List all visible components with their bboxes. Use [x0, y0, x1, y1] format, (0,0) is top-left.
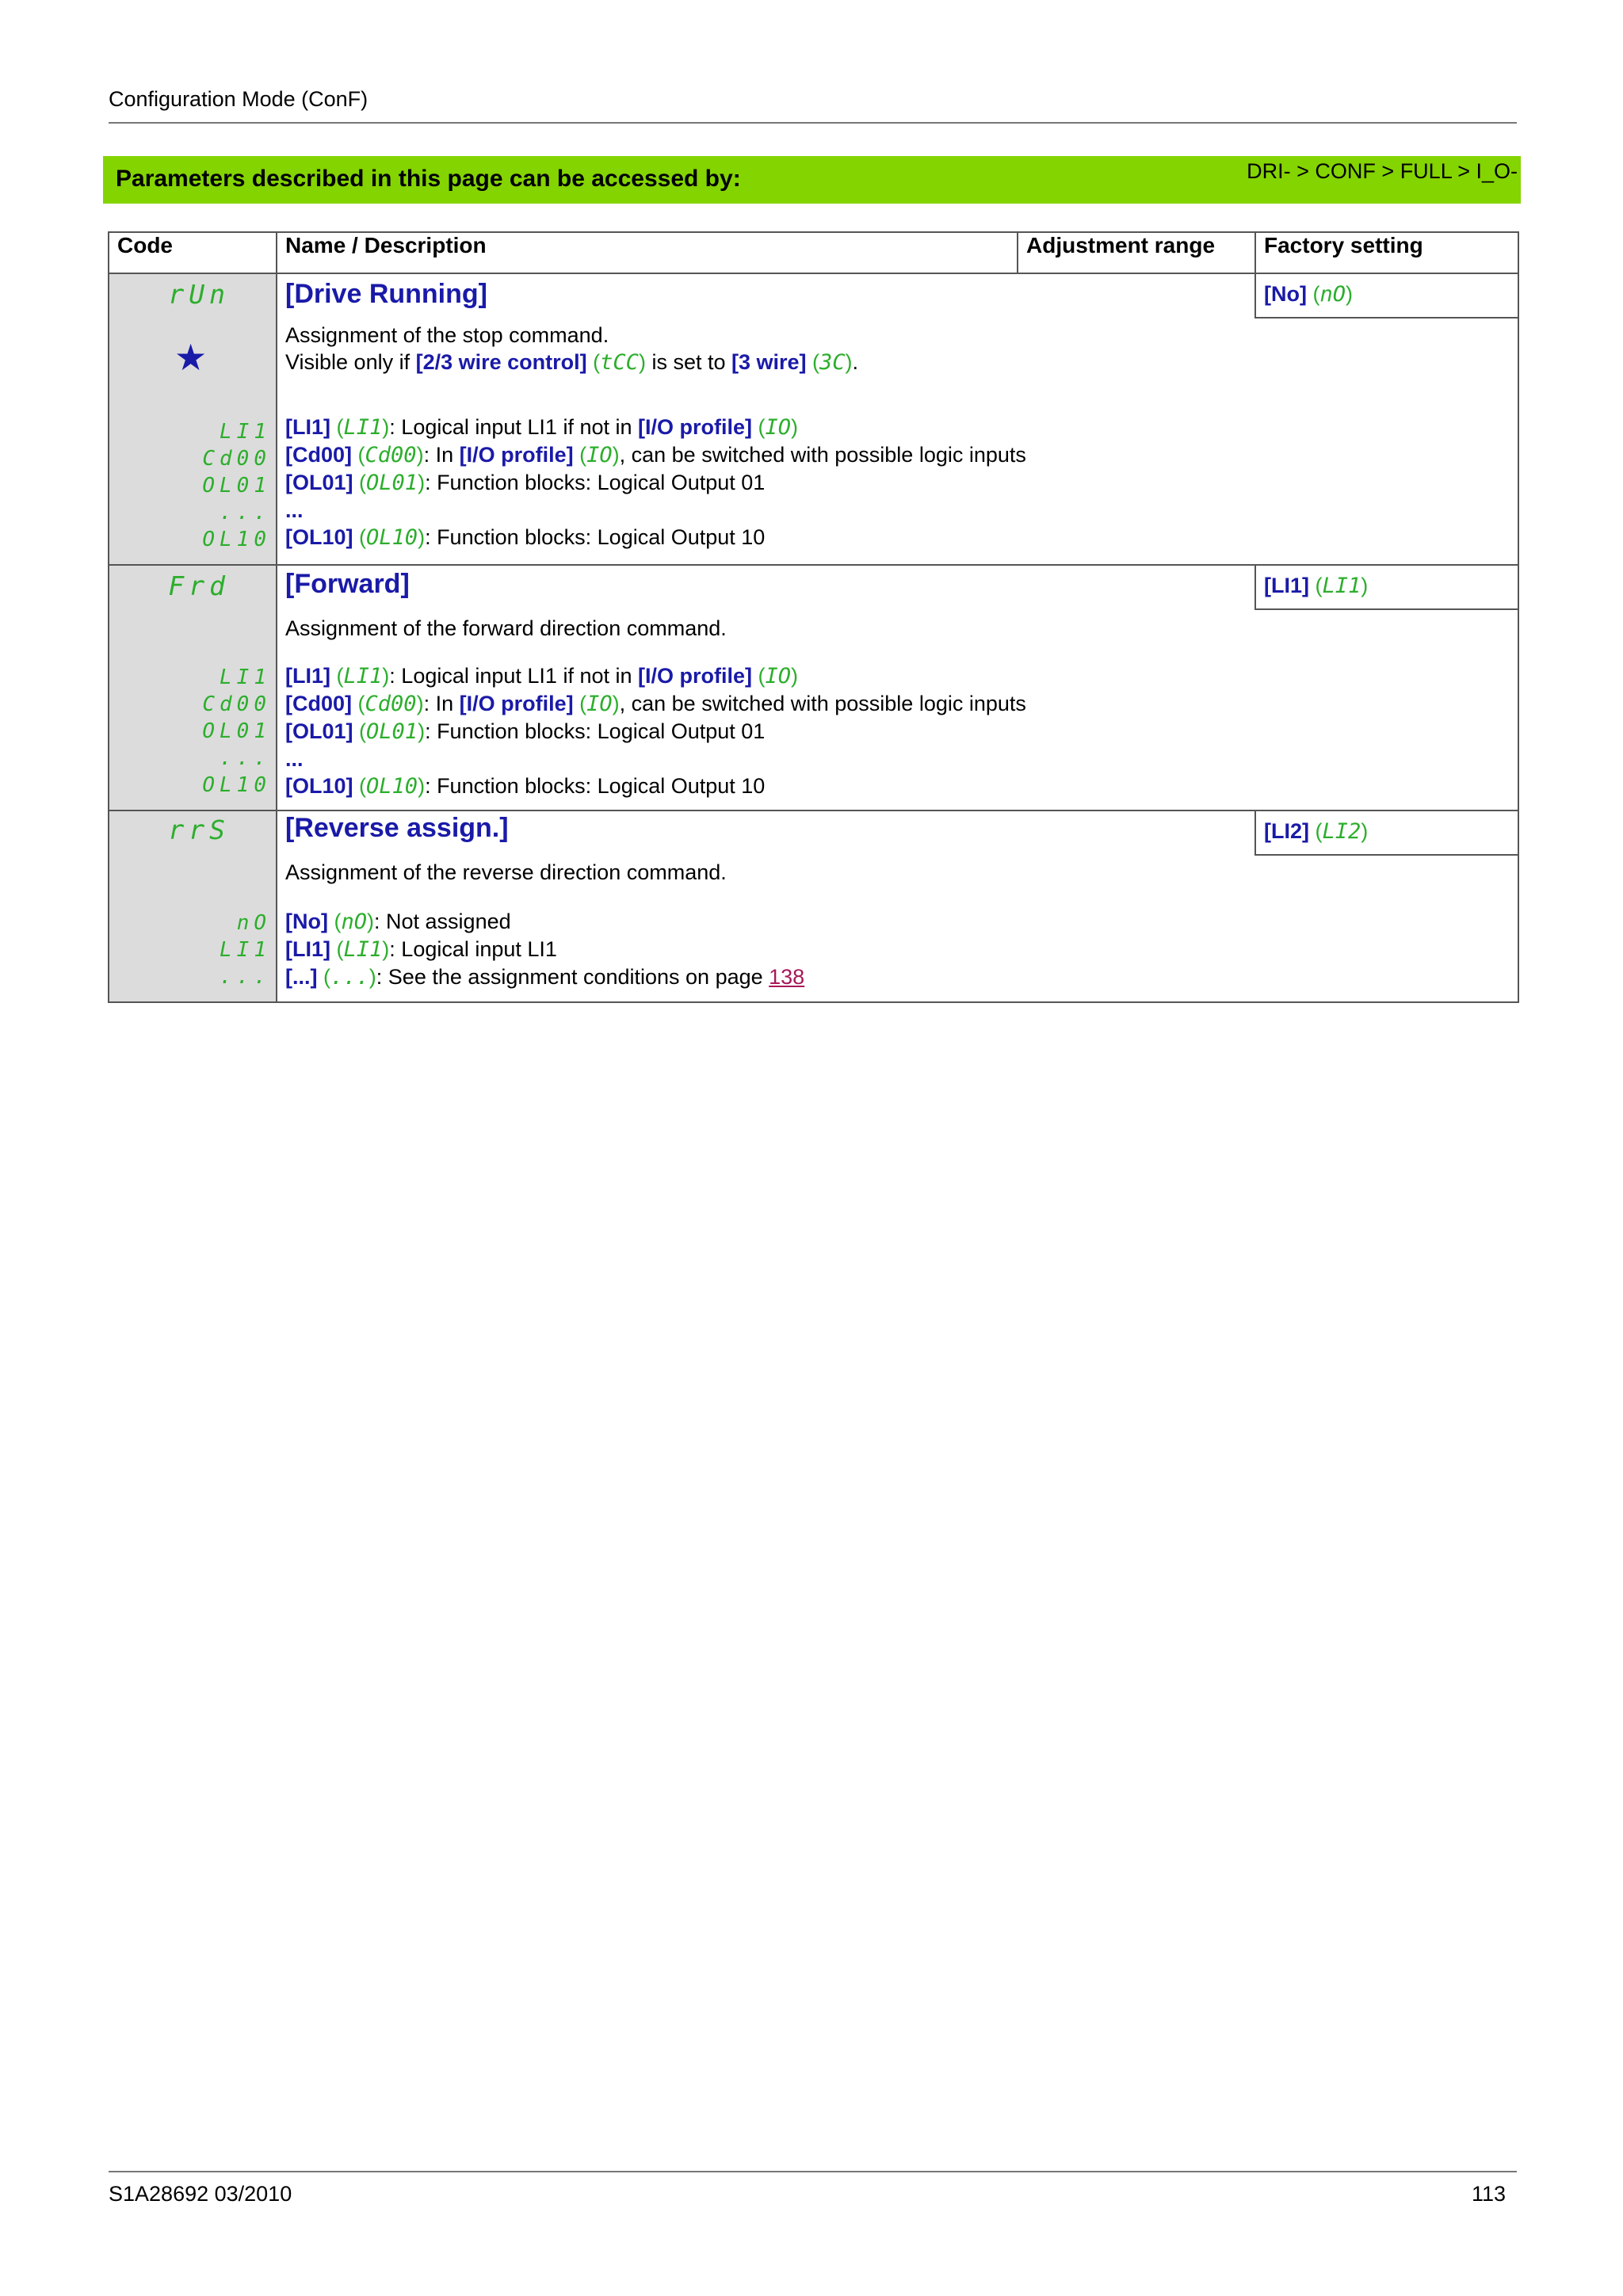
access-banner-label: Parameters described in this page can be accessed by:: [116, 166, 741, 192]
factory-setting: [LI1] (LI1): [1254, 566, 1518, 610]
col-code: Code: [109, 232, 277, 273]
param-title: [Reverse assign.]: [285, 813, 509, 843]
option-codes: nO LI1 ...: [220, 911, 271, 989]
list-item: [Cd00] (Cd00): In [I/O profile] (IO), can be switched with possible logic inputs: [285, 692, 1026, 716]
param-description: Assignment of the stop command. Visible only if [2/3 wire control] (tCC) is set to [3 wire] (3C).: [285, 323, 859, 375]
star-icon: ★: [174, 337, 208, 378]
option-list: [285, 662, 1026, 800]
access-banner: [103, 156, 1521, 204]
param-description: Assignment of the forward direction command.: [285, 616, 727, 640]
param-title: [Drive Running]: [285, 279, 487, 309]
option-codes: LI1 Cd00 OL01 ... OL10: [202, 666, 271, 797]
list-item: ...: [285, 498, 304, 522]
table-header-row: [109, 232, 1518, 273]
param-code: Frd: [168, 570, 230, 601]
description-cell: [277, 273, 1518, 565]
table-row: [109, 565, 1518, 810]
parameters-table: [108, 231, 1519, 1003]
list-item: [LI1] (LI1): Logical input LI1 if not in [I/O profile] (IO): [285, 664, 799, 688]
list-item: [...] (...): See the assignment conditions on page 138: [285, 965, 805, 990]
description-cell: [277, 810, 1518, 1002]
list-item: [LI1] (LI1): Logical input LI1: [285, 937, 557, 962]
access-path: DRI- > CONF > FULL > I_O-: [1247, 159, 1518, 183]
option-codes: LI1 Cd00 OL01 ... OL10: [202, 420, 271, 551]
description-cell: [277, 565, 1518, 810]
col-range: Adjustment range: [1018, 232, 1255, 273]
list-item: [OL10] (OL10): Function blocks: Logical Output 10: [285, 774, 766, 799]
param-code: rUn: [168, 279, 230, 310]
page-link[interactable]: 138: [769, 965, 805, 989]
param-code: rrS: [168, 814, 230, 845]
code-cell: [109, 273, 277, 565]
list-item: ...: [285, 747, 304, 771]
list-item: [Cd00] (Cd00): In [I/O profile] (IO), can be switched with possible logic inputs: [285, 443, 1026, 467]
page-number: 113: [1472, 2182, 1507, 2206]
param-title: [Forward]: [285, 569, 410, 599]
header-divider: [109, 122, 1517, 124]
footer-divider: [109, 2171, 1517, 2172]
col-factory: Factory setting: [1255, 232, 1518, 273]
table-row: [109, 273, 1518, 565]
list-item: [No] (nO): Not assigned: [285, 910, 511, 934]
option-list: [285, 414, 1026, 551]
list-item: [OL10] (OL10): Function blocks: Logical Output 10: [285, 525, 766, 550]
list-item: [LI1] (LI1): Logical input LI1 if not in [I/O profile] (IO): [285, 415, 799, 440]
list-item: [OL01] (OL01): Function blocks: Logical Output 01: [285, 719, 766, 744]
code-cell: [109, 565, 277, 810]
page-header-title: Configuration Mode (ConF): [109, 87, 369, 111]
col-name: Name / Description: [277, 232, 1018, 273]
table-row: [109, 810, 1518, 1002]
list-item: [OL01] (OL01): Function blocks: Logical Output 01: [285, 471, 766, 495]
doc-reference: S1A28692 03/2010: [109, 2182, 292, 2206]
param-description: Assignment of the reverse direction command.: [285, 860, 727, 884]
factory-setting: [No] (nO): [1254, 274, 1518, 318]
factory-setting: [LI2] (LI2): [1254, 811, 1518, 856]
option-list: [285, 908, 804, 991]
code-cell: [109, 810, 277, 1002]
